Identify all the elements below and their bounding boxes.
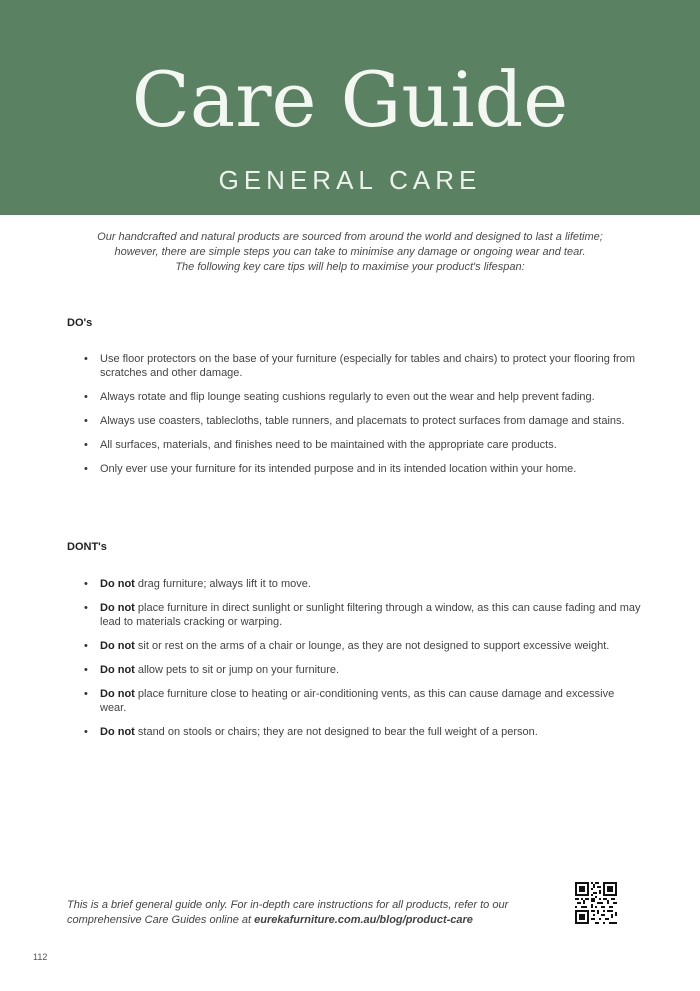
list-item: • Do not drag furniture; always lift it to move. [84, 578, 311, 590]
list-item: • Always rotate and flip lounge seating cushions regularly to even out the wear and help prevent fading. [84, 391, 595, 403]
intro-line: The following key care tips will help to maximise your product's lifespan: [175, 261, 525, 273]
list-item-text: drag furniture; always lift it to move. [137, 578, 311, 590]
list-item-text: stand on stools or chairs; they are not designed to bear the full weight of a person. [137, 726, 538, 738]
donts-heading: DONT's [67, 541, 107, 553]
header-banner [0, 0, 700, 215]
dos-list [82, 352, 642, 486]
list-item: • Do not stand on stools or chairs; they are not designed to bear the full weight of a person. [84, 726, 538, 738]
list-item-text: Only ever use your furniture for its intended purpose and in its intended location within your home. [100, 463, 577, 475]
list-item-text: place furniture in direct sunlight or sunlight filtering through a window, as this can cause fading and may lead to materials cracking or warping. [100, 602, 641, 628]
dos-heading: DO's [67, 317, 93, 329]
list-item: • Do not allow pets to sit or jump on your furniture. [84, 664, 340, 676]
intro-line: Our handcrafted and natural products are sourced from around the world and designed to last a lifetime; [97, 231, 603, 243]
list-item-text: All surfaces, materials, and finishes need to be maintained with the appropriate care products. [100, 439, 557, 451]
do-not-prefix: Do not [100, 602, 135, 614]
list-item-text: sit or rest on the arms of a chair or lounge, as they are not designed to support excessive weight. [137, 640, 610, 652]
do-not-prefix: Do not [100, 578, 135, 590]
care-guide-link[interactable]: eurekafurniture.com.au/blog/product-care [254, 914, 473, 926]
list-item: • Do not place furniture in direct sunlight or sunlight filtering through a window, as this can cause fading and may lead to materials cracking or warping. [84, 602, 641, 628]
footer-note-line: This is a brief general guide only. For in-depth care instructions for all products, refer to our [67, 899, 509, 911]
page-title: Care Guide [131, 55, 569, 144]
list-item: • All surfaces, materials, and finishes need to be maintained with the appropriate care products. [84, 439, 557, 451]
do-not-prefix: Do not [100, 664, 135, 676]
list-item-text: Always use coasters, tablecloths, table runners, and placemats to protect surfaces from damage and stains. [100, 415, 625, 427]
do-not-prefix: Do not [100, 640, 135, 652]
qr-code-icon[interactable] [575, 882, 617, 924]
list-item: • Only ever use your furniture for its intended purpose and in its intended location within your home. [84, 463, 577, 475]
footer-note-line: comprehensive Care Guides online at eurekafurniture.com.au/blog/product-care [67, 914, 473, 926]
list-item: • Always use coasters, tablecloths, table runners, and placemats to protect surfaces from damage and stains. [84, 415, 625, 427]
list-item: • Do not sit or rest on the arms of a chair or lounge, as they are not designed to support excessive weight. [84, 640, 610, 652]
page-subtitle: GENERAL CARE [218, 165, 482, 195]
footer-note [67, 898, 547, 928]
do-not-prefix: Do not [100, 726, 135, 738]
intro-text [40, 230, 660, 275]
do-not-prefix: Do not [100, 688, 135, 700]
list-item: • Use floor protectors on the base of your furniture (especially for tables and chairs) to protect your flooring from scratches and other damage. [84, 353, 635, 379]
intro-line: however, there are simple steps you can take to minimise any damage or ongoing wear and tear. [114, 246, 586, 258]
list-item: • Do not place furniture close to heating or air-conditioning vents, as this can cause damage and excessive wear. [84, 688, 615, 714]
donts-list [82, 577, 642, 749]
page-number: 112 [33, 952, 48, 962]
list-item-text: place furniture close to heating or air-conditioning vents, as this can cause damage and excessive wear. [100, 688, 615, 714]
list-item-text: Use floor protectors on the base of your furniture (especially for tables and chairs) to protect your flooring from scratches and other damage. [100, 353, 635, 379]
list-item-text: allow pets to sit or jump on your furniture. [137, 664, 340, 676]
list-item-text: Always rotate and flip lounge seating cushions regularly to even out the wear and help prevent fading. [100, 391, 595, 403]
